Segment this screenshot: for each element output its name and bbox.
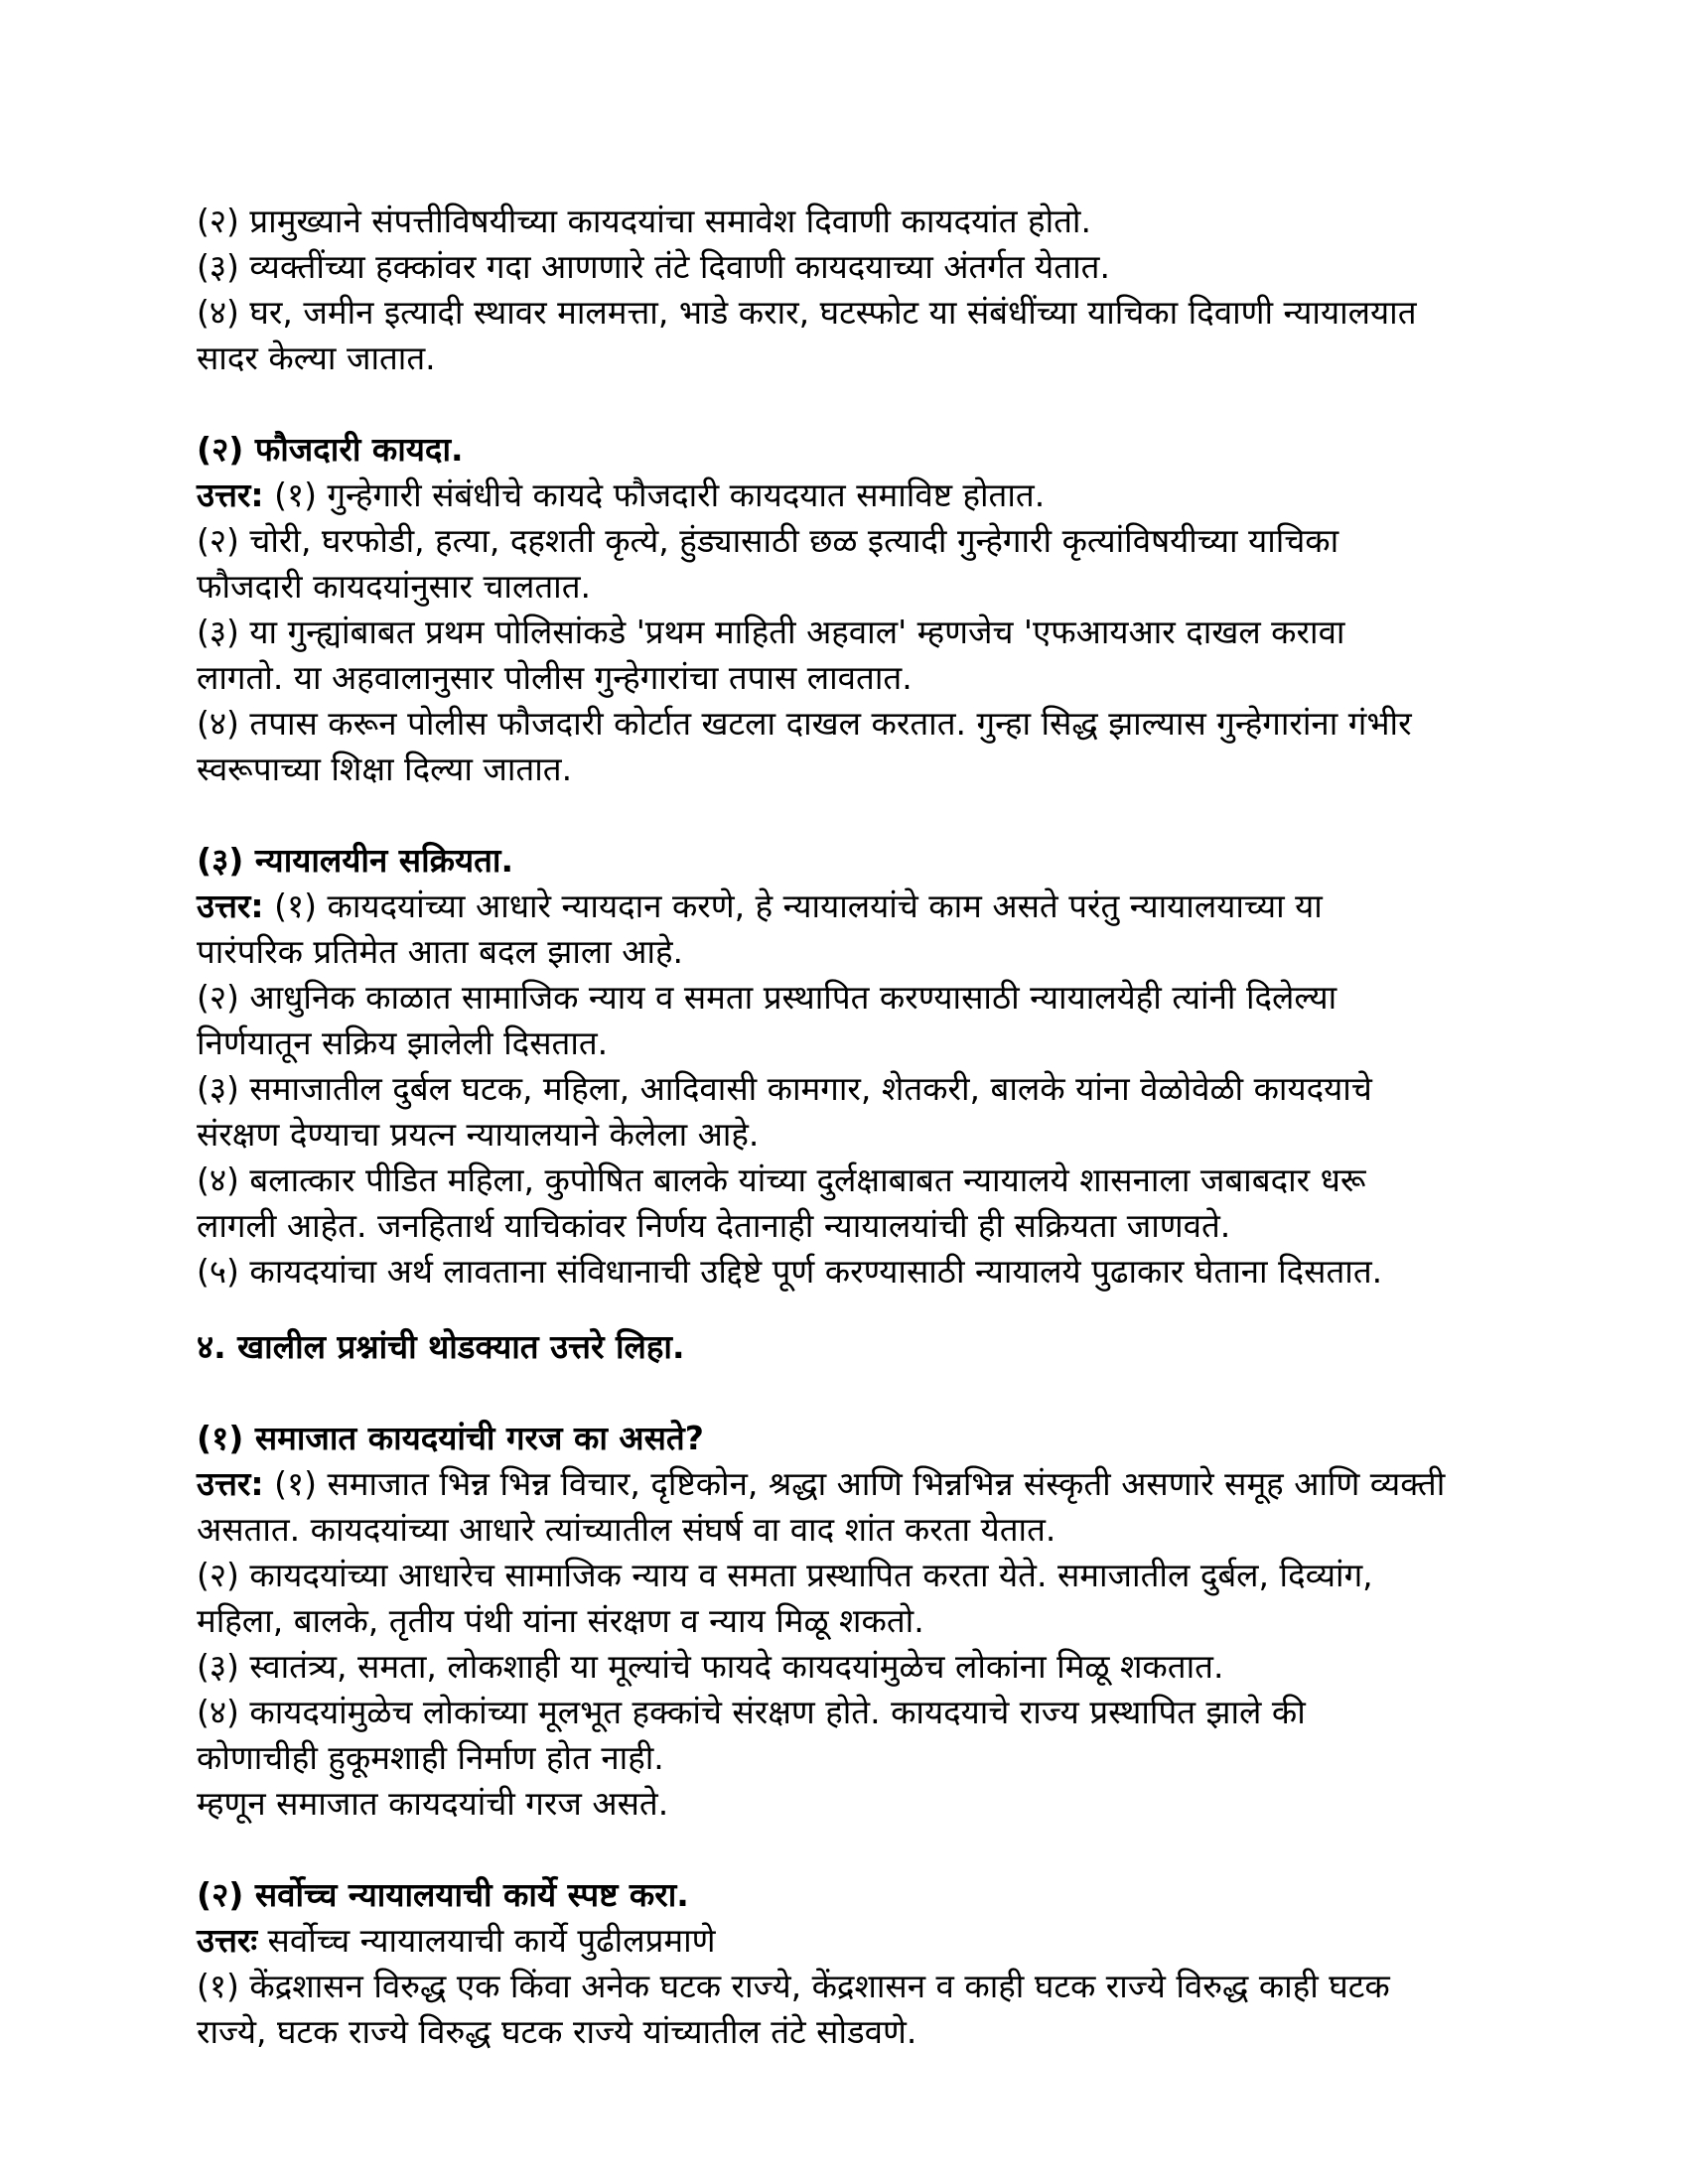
text-line: म्हणून समाजात कायदयांची गरज असते. — [197, 1784, 669, 1823]
question-heading: (२) सर्वोच्च न्यायालयाची कार्ये स्पष्ट करा. — [197, 1875, 689, 1914]
text-line: कोणाचीही हुकूमशाही निर्माण होत नाही. — [197, 1738, 664, 1777]
answer-first-line — [197, 1461, 1489, 1507]
text-line: निर्णयातून सक्रिय झालेली दिसतात. — [197, 1024, 609, 1062]
answer-first-line — [197, 1918, 1489, 1964]
text-line: लागली आहेत. जनहितार्थ याचिकांवर निर्णय देतानाही न्यायालयांची ही सक्रियता जाणवते. — [197, 1206, 1231, 1245]
text-line: (३) स्वातंत्र्य, समता, लोकशाही या मूल्यांचे फायदे कायदयांमुळेच लोकांना मिळू शकतात. — [197, 1647, 1224, 1686]
text-line: (५) कायदयांचा अर्थ लावताना संविधानाची उद्दिष्टे पूर्ण करण्यासाठी न्यायालये पुढाकार घेताना दिसतात. — [197, 1252, 1383, 1291]
text-line: (२) आधुनिक काळात सामाजिक न्याय व समता प्रस्थापित करण्यासाठी न्यायालयेही त्यांनी दिलेल्या — [197, 978, 1337, 1017]
text-line: (४) घर, जमीन इत्यादी स्थावर मालमत्ता, भाडे करार, घटस्फोट या संबंधींच्या याचिका दिवाणी न्यायालयात — [197, 293, 1417, 332]
answer-first-line — [197, 884, 1489, 929]
answer-label: उत्तरः — [197, 1921, 258, 1960]
spacer — [197, 381, 1489, 427]
text-line: (४) कायदयांमुळेच लोकांच्या मूलभूत हक्कांचे संरक्षण होते. कायदयाचे राज्य प्रस्थापित झाले की — [197, 1693, 1306, 1731]
answer-text: (१) कायदयांच्या आधारे न्यायदान करणे, हे न्यायालयांचे काम असते परंतु न्यायालयाच्या या — [263, 887, 1323, 925]
civil-law-continuation — [197, 199, 1489, 381]
text-line: फौजदारी कायदयांनुसार चालतात. — [197, 567, 592, 606]
spacer — [197, 1827, 1489, 1872]
text-line: संरक्षण देण्याचा प्रयत्न न्यायालयाने केलेला आहे. — [197, 1115, 760, 1154]
answer-text: (१) समाजात भिन्न भिन्न विचार, दृष्टिकोन, श्रद्धा आणि भिन्नभिन्न संस्कृती असणारे समूह आणि व्यक्ती — [263, 1464, 1446, 1503]
text-line: (४) तपास करून पोलीस फौजदारी कोर्टात खटला दाखल करतात. गुन्हा सिद्ध झाल्यास गुन्हेगारांना गंभीर — [197, 704, 1412, 743]
text-line: सादर केल्या जातात. — [197, 339, 436, 377]
answer-label: उत्तर: — [197, 1464, 264, 1503]
spacer — [197, 1370, 1489, 1416]
spacer — [197, 1295, 1489, 1324]
text-line: (२) कायदयांच्या आधारेच सामाजिक न्याय व समता प्रस्थापित करता येते. समाजातील दुर्बल, दिव्यांग, — [197, 1556, 1373, 1594]
section-heading: ४. खालील प्रश्नांची थोडक्यात उत्तरे लिहा. — [197, 1327, 685, 1366]
text-line: (२) चोरी, घरफोडी, हत्या, दहशती कृत्ये, हुंड्यासाठी छळ इत्यादी गुन्हेगारी कृत्यांविषयीच्या याचिका — [197, 521, 1339, 560]
question-heading: (३) न्यायालयीन सक्रियता. — [197, 841, 514, 880]
text-line: लागतो. या अहवालानुसार पोलीस गुन्हेगारांचा तपास लावतात. — [197, 658, 913, 697]
question-criminal-law — [197, 427, 1489, 792]
text-line: (२) प्रामुख्याने संपत्तीविषयीच्या कायदयांचा समावेश दिवाणी कायदयांत होतो. — [197, 202, 1091, 240]
text-line: स्वरूपाच्या शिक्षा दिल्या जातात. — [197, 750, 573, 788]
answer-text: सर्वोच्च न्यायालयाची कार्ये पुढीलप्रमाणे — [257, 1921, 716, 1960]
text-line: असतात. कायदयांच्या आधारे त्यांच्यातील संघर्ष वा वाद शांत करता येतात. — [197, 1510, 1056, 1549]
answer-label: उत्तर: — [197, 476, 264, 514]
answer-label: उत्तर: — [197, 887, 264, 925]
question-judicial-activism — [197, 838, 1489, 1295]
question-need-for-laws — [197, 1416, 1489, 1827]
question-supreme-court-functions — [197, 1872, 1489, 2055]
text-line: पारंपरिक प्रतिमेत आता बदल झाला आहे. — [197, 932, 684, 971]
text-line: (३) व्यक्तींच्या हक्कांवर गदा आणणारे तंटे दिवाणी कायदयाच्या अंतर्गत येतात. — [197, 247, 1110, 286]
question-heading: (१) समाजात कायदयांची गरज का असते? — [197, 1419, 704, 1457]
text-line: (४) बलात्कार पीडित महिला, कुपोषित बालके यांच्या दुर्लक्षाबाबत न्यायालये शासनाला जबाबदार धरू — [197, 1160, 1366, 1199]
text-line: (३) या गुन्ह्यांबाबत प्रथम पोलिसांकडे 'प्रथम माहिती अहवाल' म्हणजेच 'एफआयआर दाखल करावा — [197, 613, 1345, 651]
answer-first-line — [197, 473, 1489, 518]
text-line: (१) केंद्रशासन विरुद्ध एक किंवा अनेक घटक राज्ये, केंद्रशासन व काही घटक राज्ये विरुद्ध काही घटक — [197, 1967, 1390, 2005]
text-line: महिला, बालके, तृतीय पंथी यांना संरक्षण व न्याय मिळू शकतो. — [197, 1601, 924, 1640]
spacer — [197, 792, 1489, 838]
text-line: राज्ये, घटक राज्ये विरुद्ध घटक राज्ये यांच्यातील तंटे सोडवणे. — [197, 2012, 917, 2051]
answer-text: (१) गुन्हेगारी संबंधीचे कायदे फौजदारी कायदयात समाविष्ट होतात. — [263, 476, 1046, 514]
text-line: (३) समाजातील दुर्बल घटक, महिला, आदिवासी कामगार, शेतकरी, बालके यांना वेळोवेळी कायदयाचे — [197, 1069, 1372, 1108]
question-heading: (२) फौजदारी कायदा. — [197, 430, 464, 469]
